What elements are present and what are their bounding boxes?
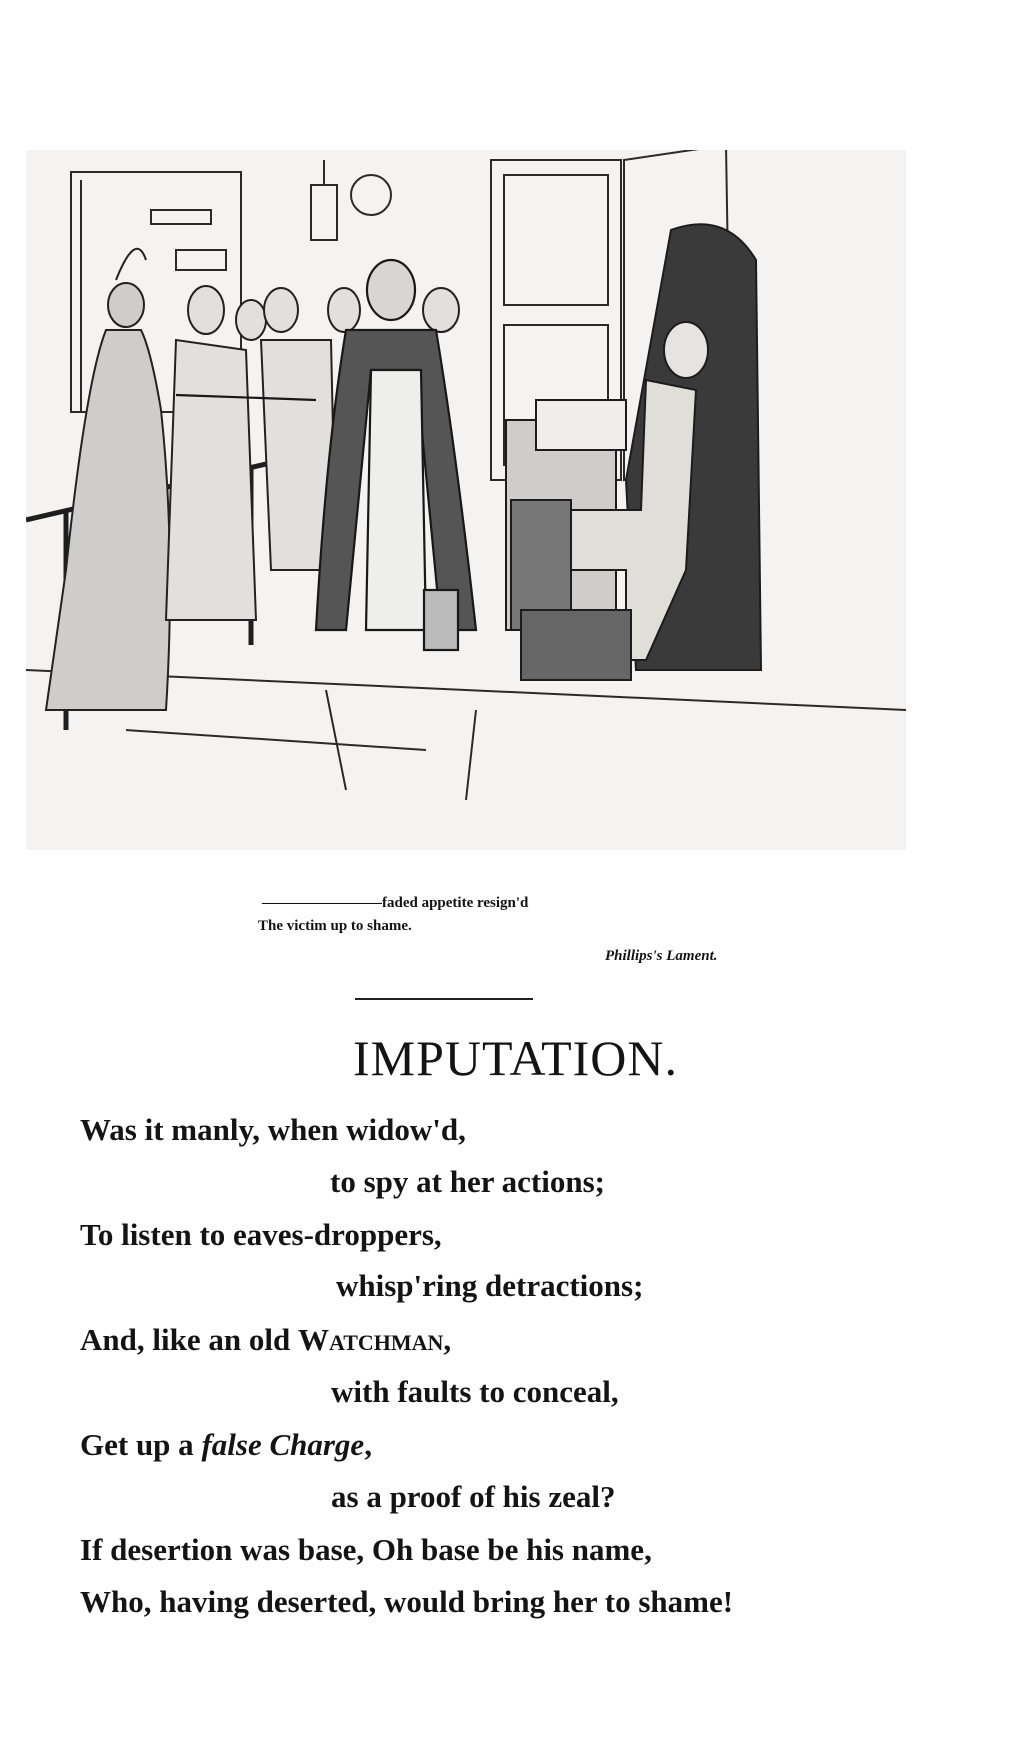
poem-line-5: [80, 1320, 451, 1360]
poem-line-5-start: And, like an old: [80, 1322, 298, 1357]
poem-line-5-end: ,: [443, 1322, 452, 1357]
poem-line-2: to spy at her actions;: [330, 1164, 605, 1199]
poem-line-1: Was it manly, when widow'd,: [80, 1112, 466, 1147]
poem-line-10: Who, having deserted, would bring her to shame!: [80, 1584, 734, 1619]
poem-line-8: as a proof of his zeal?: [331, 1479, 616, 1514]
poem-line-3: To listen to eaves-droppers,: [80, 1217, 442, 1252]
poem-line-7-start: Get up a: [80, 1427, 202, 1462]
poem-line-7-end: ,: [364, 1427, 372, 1462]
epigraph-line-1: ————————faded appetite resign'd: [262, 895, 529, 911]
poem-line-7: [80, 1425, 372, 1465]
poem-line-6: with faults to conceal,: [331, 1374, 619, 1409]
courtroom-scene-illustration: [26, 150, 906, 850]
poem-line-5-watchman: Watchman: [297, 1322, 444, 1357]
poem-line-4: whisp'ring detractions;: [336, 1268, 644, 1303]
poem-line-9: If desertion was base, Oh base be his name,: [80, 1532, 652, 1567]
divider-rule: [355, 998, 533, 1000]
poem-title: IMPUTATION.: [352, 1030, 679, 1086]
poem-line-7-false-charge: false Charge: [201, 1427, 365, 1462]
epigraph-source: Phillips's Lament.: [605, 948, 718, 964]
engraving-illustration: [26, 150, 906, 850]
epigraph-line-2: The victim up to shame.: [258, 918, 412, 934]
